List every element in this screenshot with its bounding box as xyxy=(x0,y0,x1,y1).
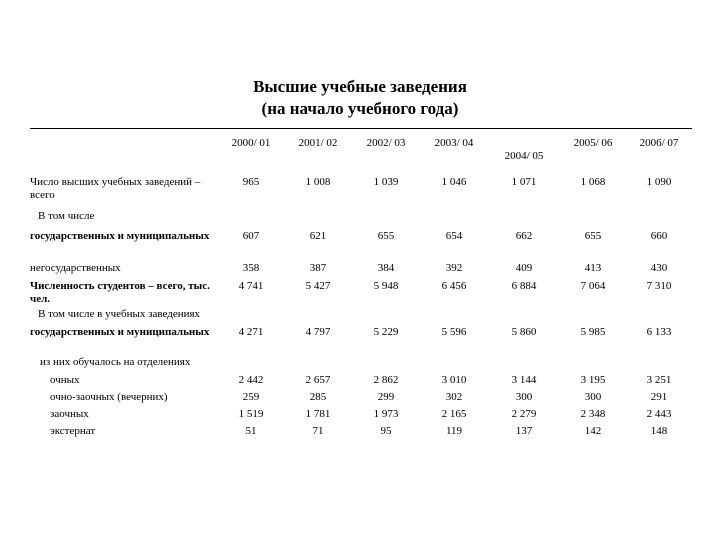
cell-value: 2 279 xyxy=(511,408,537,420)
table-row xyxy=(30,425,692,442)
cell-value: 5 860 xyxy=(511,326,537,338)
row-label: В том числе в учебных заведениях xyxy=(38,308,201,320)
cell-value: 392 xyxy=(445,262,463,274)
table-row xyxy=(30,176,692,210)
year-header: 2002/ 03 xyxy=(366,137,406,149)
cell-value: 302 xyxy=(445,391,463,403)
cell-value: 71 xyxy=(312,425,324,437)
cell-value: 1 781 xyxy=(305,408,331,420)
cell-value: 413 xyxy=(584,262,602,274)
cell-value: 2 165 xyxy=(441,408,467,420)
cell-value: 1 046 xyxy=(441,176,467,188)
cell-value: 285 xyxy=(309,391,327,403)
cell-value: 655 xyxy=(377,230,395,242)
cell-value: 607 xyxy=(242,230,260,242)
cell-value: 358 xyxy=(242,262,260,274)
cell-value: 95 xyxy=(380,425,392,437)
row-label: негосударственных xyxy=(30,262,121,274)
cell-value: 4 271 xyxy=(238,326,264,338)
cell-value: 3 251 xyxy=(646,374,672,386)
cell-value: 1 973 xyxy=(373,408,399,420)
row-label: заочных xyxy=(50,408,89,420)
title-line-2: (на начало учебного года) xyxy=(261,99,459,118)
cell-value: 6 133 xyxy=(646,326,672,338)
cell-value: 2 348 xyxy=(580,408,606,420)
table-title xyxy=(0,76,720,120)
cell-value: 142 xyxy=(584,425,602,437)
row-label: В том числе xyxy=(38,210,95,222)
year-header: 2006/ 07 xyxy=(639,137,679,149)
year-header: 2004/ 05 xyxy=(504,150,544,162)
cell-value: 51 xyxy=(245,425,257,437)
cell-value: 291 xyxy=(650,391,668,403)
cell-value: 5 948 xyxy=(373,280,399,292)
cell-value: 3 010 xyxy=(441,374,467,386)
cell-value: 4 797 xyxy=(305,326,331,338)
row-label: Численность студентов – всего, тыс. чел. xyxy=(30,280,210,305)
cell-value: 4 741 xyxy=(238,280,264,292)
cell-value: 662 xyxy=(515,230,533,242)
cell-value: 300 xyxy=(515,391,533,403)
cell-value: 2 442 xyxy=(238,374,264,386)
cell-value: 1 090 xyxy=(646,176,672,188)
cell-value: 655 xyxy=(584,230,602,242)
cell-value: 5 229 xyxy=(373,326,399,338)
table-row xyxy=(30,308,692,326)
row-label: Число высших учебных заведений – всего xyxy=(30,176,201,201)
cell-value: 6 884 xyxy=(511,280,537,292)
cell-value: 299 xyxy=(377,391,395,403)
cell-value: 1 039 xyxy=(373,176,399,188)
row-label: экстернат xyxy=(50,425,96,437)
cell-value: 430 xyxy=(650,262,668,274)
cell-value: 5 985 xyxy=(580,326,606,338)
year-header: 2005/ 06 xyxy=(573,137,613,149)
table-row xyxy=(30,262,692,280)
cell-value: 2 443 xyxy=(646,408,672,420)
row-label: государственных и муниципальных xyxy=(30,326,210,338)
cell-value: 259 xyxy=(242,391,260,403)
cell-value: 6 456 xyxy=(441,280,467,292)
row-label: из них обучалось на отделениях xyxy=(40,356,191,368)
year-header-row xyxy=(30,136,692,176)
header-rule xyxy=(30,128,692,129)
cell-value: 654 xyxy=(445,230,463,242)
year-header: 2003/ 04 xyxy=(434,137,474,149)
row-label: очных xyxy=(50,374,80,386)
cell-value: 3 144 xyxy=(511,374,537,386)
year-header: 2000/ 01 xyxy=(231,137,271,149)
cell-value: 1 071 xyxy=(511,176,537,188)
cell-value: 7 310 xyxy=(646,280,672,292)
row-label: государственных и муниципальных xyxy=(30,230,210,242)
cell-value: 7 064 xyxy=(580,280,606,292)
table-row xyxy=(30,326,692,356)
cell-value: 300 xyxy=(584,391,602,403)
title-line-1: Высшие учебные заведения xyxy=(253,77,467,96)
cell-value: 1 519 xyxy=(238,408,264,420)
cell-value: 660 xyxy=(650,230,668,242)
cell-value: 409 xyxy=(515,262,533,274)
cell-value: 965 xyxy=(242,176,260,188)
cell-value: 1 008 xyxy=(305,176,331,188)
table-row xyxy=(30,408,692,425)
table-row xyxy=(30,210,692,230)
table-row xyxy=(30,374,692,391)
cell-value: 387 xyxy=(309,262,327,274)
statistics-table xyxy=(30,136,692,442)
year-header: 2001/ 02 xyxy=(298,137,338,149)
header-blank xyxy=(30,136,218,176)
cell-value: 5 427 xyxy=(305,280,331,292)
table-row xyxy=(30,280,692,308)
cell-value: 137 xyxy=(515,425,533,437)
cell-value: 2 657 xyxy=(305,374,331,386)
cell-value: 5 596 xyxy=(441,326,467,338)
cell-value: 3 195 xyxy=(580,374,606,386)
cell-value: 384 xyxy=(377,262,395,274)
table-row xyxy=(30,356,692,374)
row-label: очно-заочных (вечерних) xyxy=(50,391,168,403)
table-row xyxy=(30,230,692,262)
cell-value: 621 xyxy=(309,230,327,242)
cell-value: 1 068 xyxy=(580,176,606,188)
cell-value: 2 862 xyxy=(373,374,399,386)
cell-value: 148 xyxy=(650,425,668,437)
cell-value: 119 xyxy=(445,425,463,437)
table-row xyxy=(30,391,692,408)
